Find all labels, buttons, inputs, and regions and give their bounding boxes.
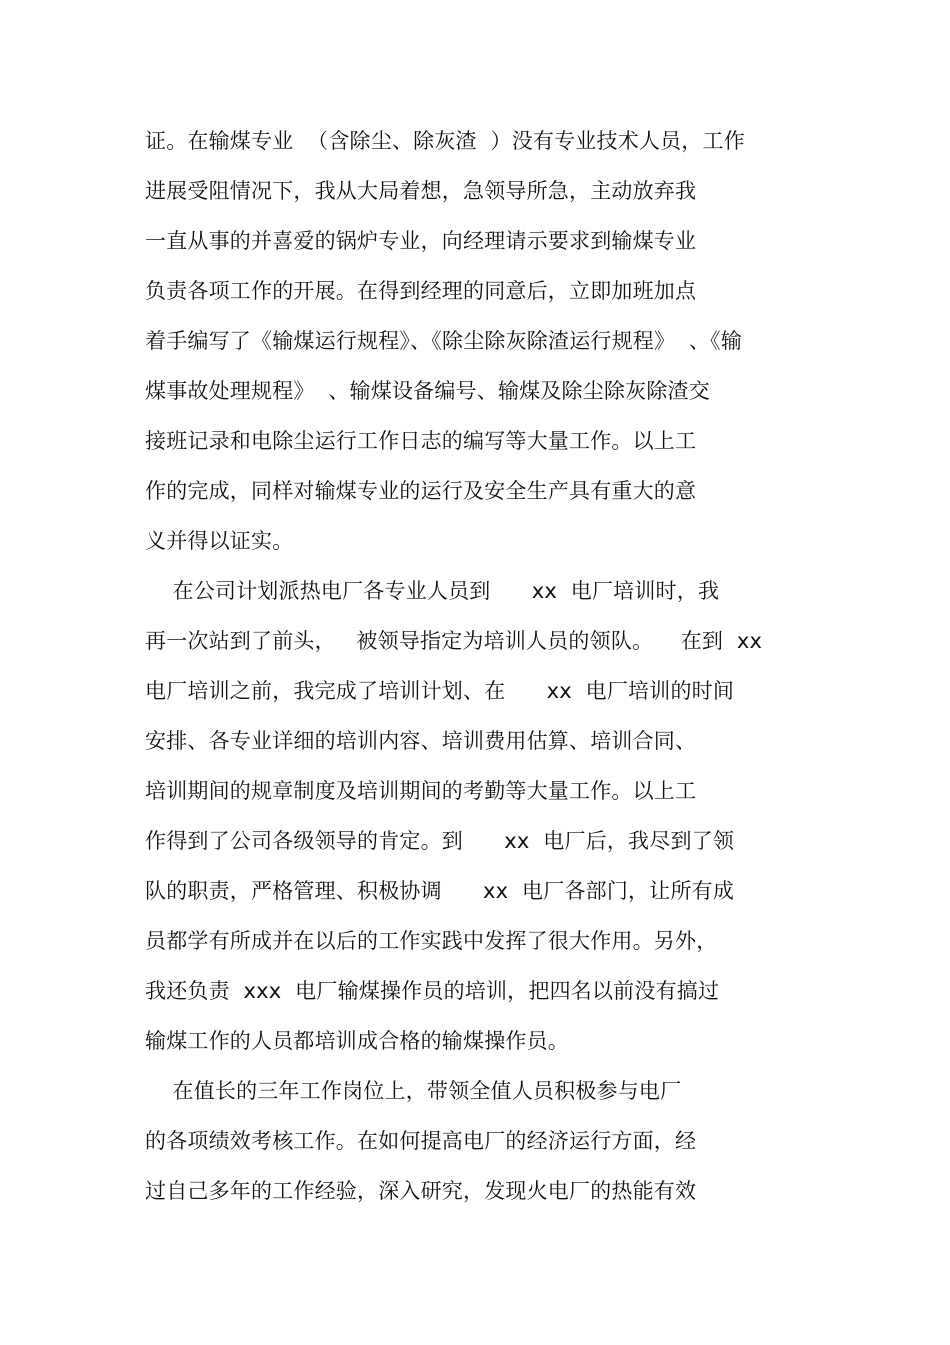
text-line: 我还负责 xxx 电厂输煤操作员的培训，把四名以前没有搞过	[145, 979, 720, 1003]
text-line: 的各项绩效考核工作。在如何提高电厂的经济运行方面，经	[145, 1129, 697, 1153]
text-line: 培训期间的规章制度及培训期间的考勤等大量工作。以上工	[145, 779, 697, 803]
text-line: 一直从事的并喜爱的锅炉专业，向经理请示要求到输煤专业	[145, 229, 697, 253]
text-line: 在公司计划派热电厂各专业人员到 xx 电厂培训时，我	[145, 579, 720, 603]
text-line: 在值长的三年工作岗位上，带领全值人员积极参与电厂	[145, 1079, 682, 1103]
text-line: 着手编写了《输煤运行规程》、《除尘除灰除渣运行规程》 、《输	[145, 329, 743, 353]
text-line: 作得到了公司各级领导的肯定。到 xx 电厂后，我尽到了领	[145, 829, 735, 853]
text-line: 再一次站到了前头， 被领导指定为培训人员的领队。 在到 xx	[145, 629, 763, 653]
text-line: 义并得以证实。	[145, 529, 294, 553]
text-line: 作的完成，同样对输煤专业的运行及安全生产具有重大的意	[145, 479, 697, 503]
text-line: 证。在输煤专业 （含除尘、除灰渣 ）没有专业技术人员，工作	[145, 129, 745, 153]
text-line: 进展受阻情况下，我从大局着想，急领导所急，主动放弃我	[145, 179, 697, 203]
text-line: 负责各项工作的开展。在得到经理的同意后，立即加班加点	[145, 279, 697, 303]
text-line: 过自己多年的工作经验，深入研究，发现火电厂的热能有效	[145, 1179, 697, 1203]
text-line: 队的职责，严格管理、积极协调 xx 电厂各部门，让所有成	[145, 879, 735, 903]
text-line: 输煤工作的人员都培训成合格的输煤操作员。	[145, 1029, 569, 1053]
text-line: 接班记录和电除尘运行工作日志的编写等大量工作。以上工	[145, 429, 697, 453]
text-line: 安排、各专业详细的培训内容、培训费用估算、培训合同、	[145, 729, 697, 753]
text-line: 电厂培训之前，我完成了培训计划、在 xx 电厂培训的时间	[145, 679, 735, 703]
text-line: 煤事故处理规程》 、输煤设备编号、输煤及除尘除灰除渣交	[145, 379, 710, 403]
text-line: 员都学有所成并在以后的工作实践中发挥了很大作用。另外，	[145, 929, 718, 953]
